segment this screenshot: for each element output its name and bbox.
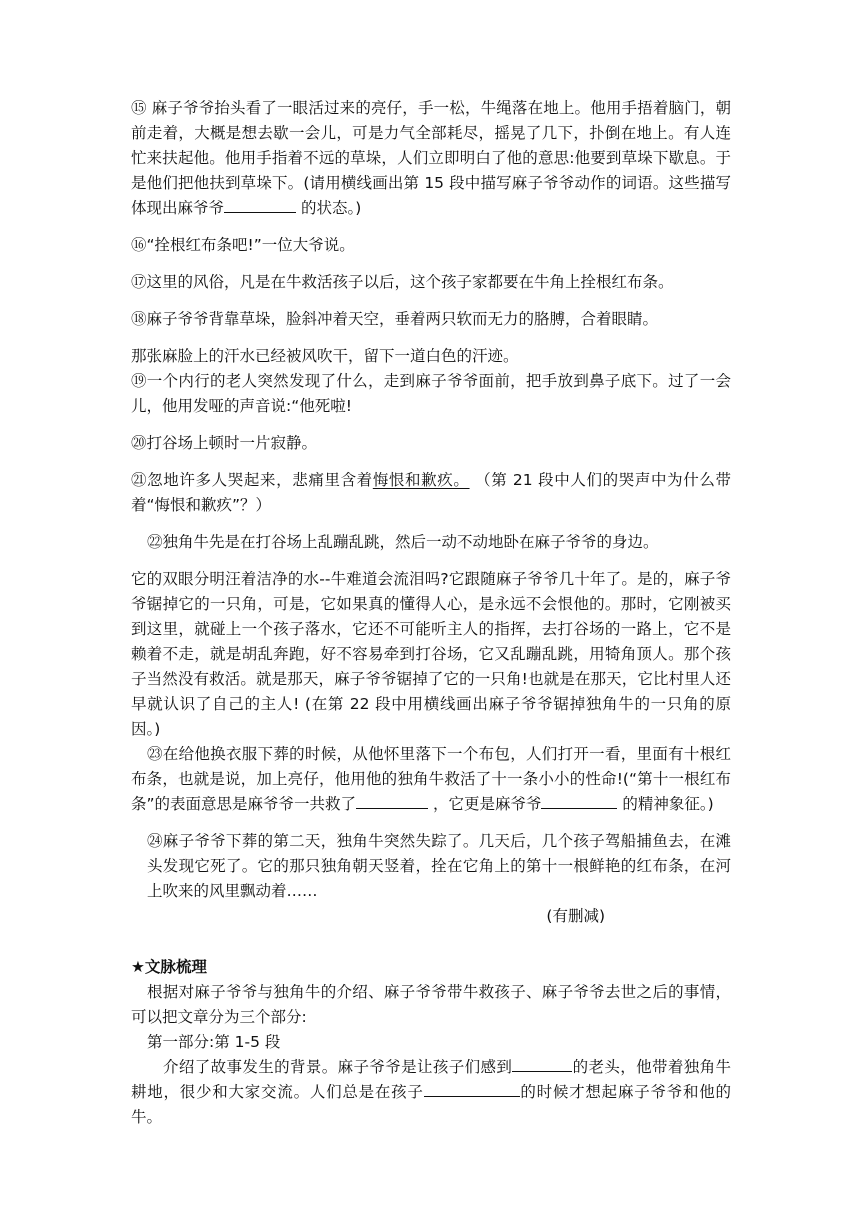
answer-blank-4[interactable] <box>512 1055 572 1072</box>
answer-blank-5[interactable] <box>424 1080 520 1097</box>
paragraph-20: ⑳打谷场上顿时一片寂静。 <box>131 434 318 452</box>
abridged-note: (有删减) <box>546 907 605 925</box>
paragraph-17: ⑰这里的风俗，凡是在牛救活孩子以后，这个孩子家都要在牛角上拴根红布条。 <box>131 273 674 291</box>
paragraph-21: ㉑忽地许多人哭起来，悲痛里含着悔恨和歉疚。 （第 21 段中人们的哭声中为什么带着“悔恨和歉疚”？） <box>131 471 731 514</box>
section-intro: 根据对麻子爷爷与独角牛的介绍、麻子爷爷带牛救孩子、麻子爷爷去世之后的事情，可以把文章分为三个部分: <box>131 983 731 1026</box>
paragraph-23: ㉓在给他换衣服下葬的时候，从他怀里落下一个布包，人们打开一看，里面有十根红布条，也就是说，加上亮仔，他用他的独角牛救活了十一条小小的性命!(“第十一根红布条”的表面意思是麻爷爷一共救了 ，它更是麻爷爷 的精神象征。) <box>131 745 731 813</box>
paragraph-19: ⑲一个内行的老人突然发现了什么，走到麻子爷爷面前，把手放到鼻子底下。过了一会儿，他用发哑的声音说:“他死啦! <box>131 372 731 415</box>
answer-blank-2[interactable] <box>356 792 428 809</box>
paragraph-18: ⑱麻子爷爷背靠草垛，脸斜冲着天空，垂着两只软而无力的胳膊，合着眼睛。 <box>131 310 659 328</box>
paragraph-24: ㉔麻子爷爷下葬的第二天，独角牛突然失踪了。几天后，几个孩子驾船捕鱼去，在滩头发现它死了。它的那只独角朝天竖着，拴在它角上的第十一根鲜艳的红布条，在河上吹来的风里飘动着…… <box>147 832 731 900</box>
underlined-phrase: 悔恨和歉疚。 <box>372 471 470 489</box>
answer-blank-3[interactable] <box>541 792 617 809</box>
paragraph-22: ㉒独角牛先是在打谷场上乱蹦乱跳，然后一动不动地卧在麻子爷爷的身边。 <box>147 533 659 551</box>
part-1-title: 第一部分:第 1-5 段 <box>147 1033 281 1051</box>
document-page <box>131 96 731 1130</box>
paragraph-18-continued: 那张麻脸上的汗水已经被风吹干，留下一道白色的汗迹。 <box>131 347 519 365</box>
paragraph-15: ⑮ 麻子爷爷抬头看了一眼活过来的亮仔，手一松，牛绳落在地上。他用手捂着脑门，朝前走着，大概是想去歇一会儿，可是力气全部耗尽，摇晃了几下，扑倒在地上。有人连忙来扶起他。他用手指着不远的草垛，人们立即明白了他的意思:他要到草垛下歇息。于是他们把他扶到草垛下。(请用横线画出第 15 段中描写麻子爷爷动作的词语。这些描写体现出麻爷爷 的状态。) <box>131 99 731 217</box>
answer-blank-1[interactable] <box>224 196 296 213</box>
paragraph-22-continued: 它的双眼分明汪着洁净的水--牛难道会流泪吗?它跟随麻子爷爷几十年了。是的，麻子爷爷锯掉它的一只角，可是，它如果真的懂得人心，是永远不会恨他的。那时，它刚被买到这里，就碰上一个孩子落水，它还不可能听主人的指挥，去打谷场的一路上，它不是赖着不走，就是胡乱奔跑，好不容易牵到打谷场，它又乱蹦乱跳，用犄角顶人。那个孩子当然没有救活。就是那天，麻子爷爷锯掉了它的一只角!也就是在那天，它比村里人还早就认识了自己的主人! (在第 22 段中用横线画出麻子爷爷锯掉独角牛的一只角的原因。) <box>131 570 731 738</box>
paragraph-16: ⑯“拴根红布条吧!”一位大爷说。 <box>131 236 355 254</box>
part-1-summary: 介绍了故事发生的背景。麻子爷爷是让孩子们感到 的老头，他带着独角牛耕地，很少和大家交流。人们总是在孩子 的时候才想起麻子爷爷和他的牛。 <box>131 1055 731 1130</box>
section-heading: ★文脉梳理 <box>131 958 207 976</box>
